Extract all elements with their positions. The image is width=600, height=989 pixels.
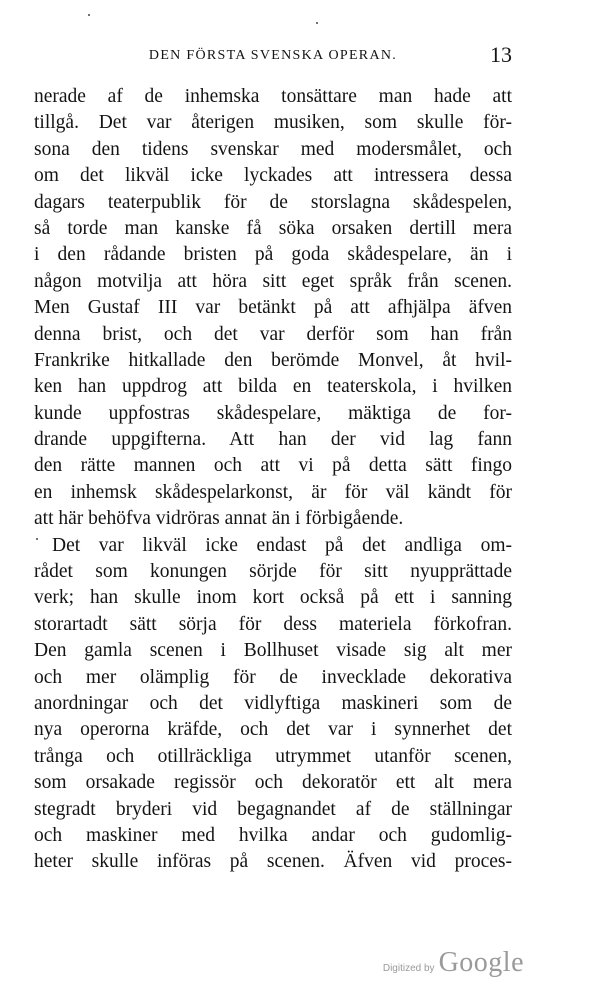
text-line: Den gamla scenen i Bollhuset visade sig alt mer xyxy=(34,640,512,662)
text-line: Det var likväl icke endast på det andliga om- xyxy=(52,534,512,556)
text-line: nerade af de inhemska tonsättare man hade att xyxy=(34,86,512,107)
text-line: trånga och otillräckliga utrymmet utanför scenen, xyxy=(34,745,512,767)
text-line: att här behöfva vidröras annat än i förbigående. xyxy=(34,508,404,530)
text-line: och maskiner med hvilka andar och gudomlig- xyxy=(34,824,512,846)
text-line: verk; han skulle inom kort också på ett i sanning xyxy=(34,587,512,609)
running-title: DEN FÖRSTA SVENSKA OPERAN. xyxy=(148,48,398,63)
text-line: anordningar och det vidlyftiga maskineri som de xyxy=(34,692,512,714)
text-line: denna brist, och det var derför som han från xyxy=(34,323,512,345)
page-number: 13 xyxy=(490,42,512,67)
text-line: sona den tidens svenskar med modersmålet, och xyxy=(34,138,512,160)
text-line: drande uppgifterna. Att han der vid lag fann xyxy=(34,429,512,451)
print-speck xyxy=(316,22,318,24)
digitized-prefix: Digitized by xyxy=(382,963,435,974)
text-line: och mer olämplig för de invecklade dekorativa xyxy=(34,666,512,688)
text-line: rådet som konungen sörjde för sitt nyupprättade xyxy=(34,561,512,583)
text-line: stegradt bryderi vid begagnandet af de ställningar xyxy=(34,798,512,820)
text-line: dagars teaterpublik för de storslagna skådespelen, xyxy=(34,191,512,213)
text-line: storartadt sätt sörja för dess materiela förkofran. xyxy=(34,613,512,635)
text-line: Men Gustaf III var betänkt på att afhjälpa äfven xyxy=(34,297,512,319)
text-line: någon motvilja att höra sitt eget språk från scenen. xyxy=(34,270,512,292)
text-line: nya operorna kräfde, och det var i synnerhet det xyxy=(34,719,512,741)
text-line: den rätte mannen och att vi på detta sätt fingo xyxy=(34,455,512,477)
text-line: tillgå. Det var återigen musiken, som skulle för- xyxy=(34,112,512,134)
running-header xyxy=(34,42,512,74)
text-line: ken han uppdrog att bilda en teaterskola, i hvilken xyxy=(34,376,512,398)
text-line: som orsakade regissör och dekoratör ett alt mera xyxy=(34,772,512,794)
text-line: om det likväl icke lyckades att intressera dessa xyxy=(34,165,512,187)
print-speck xyxy=(88,14,90,16)
text-line: Frankrike hitkallade den berömde Monvel, åt hvil- xyxy=(34,349,512,371)
body-text xyxy=(34,84,512,876)
text-line: heter skulle införas på scenen. Äfven vid proces- xyxy=(34,851,512,873)
google-logo: Google xyxy=(438,947,524,978)
text-line: i den rådande bristen på goda skådespelare, än i xyxy=(34,244,512,266)
text-line: kunde uppfostras skådespelare, mäktiga de for- xyxy=(34,402,512,424)
text-line: så torde man kanske få söka orsaken dertill mera xyxy=(34,217,512,239)
digitized-watermark xyxy=(383,947,524,979)
text-line: en inhemsk skådespelarkonst, är för väl kändt för xyxy=(34,481,512,503)
